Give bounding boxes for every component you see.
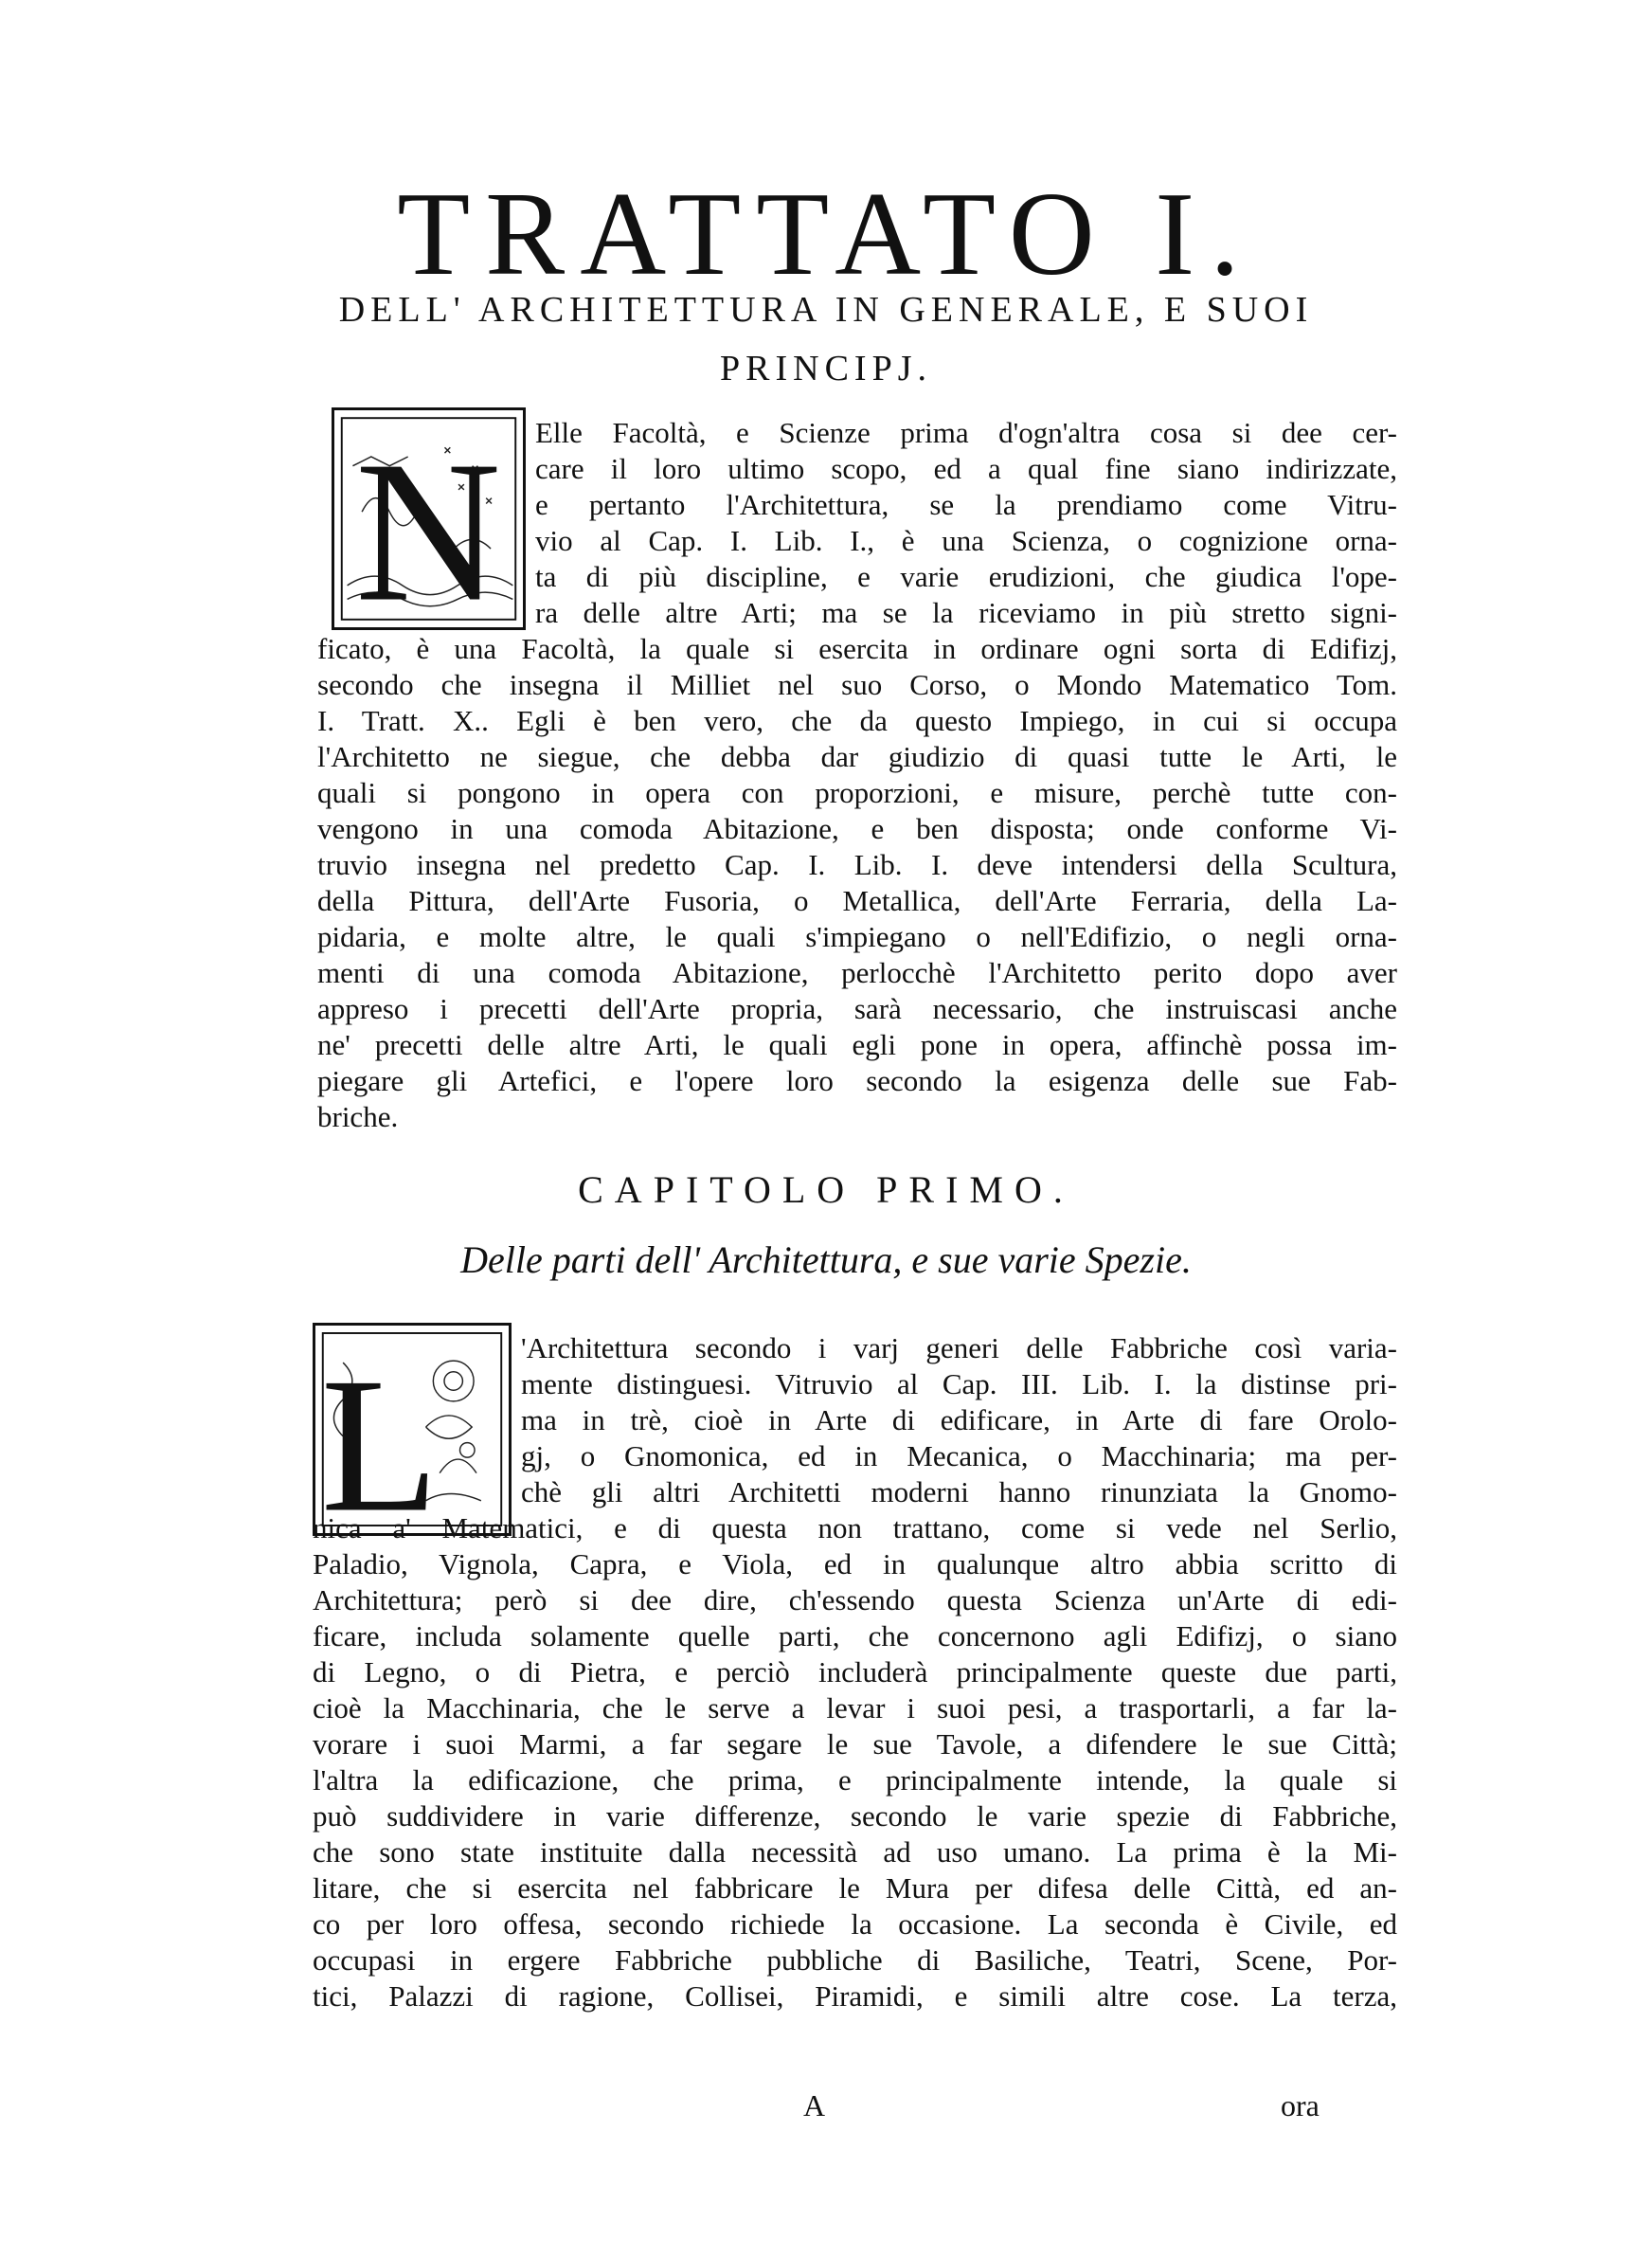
page-title: TRATTATO I. xyxy=(397,169,1255,300)
text-line: tici, Palazzi di ragione, Collisei, Piramidi, e simili altre cose. La terza, xyxy=(313,1979,1397,2013)
text-line: occupasi in ergere Fabbriche pubbliche di Basiliche, Teatri, Scene, Por- xyxy=(313,1943,1397,1977)
text-line: vio al Cap. I. Lib. I., è una Scienza, o cognizione orna- xyxy=(535,524,1397,557)
subtitle-line-2: PRINCIPJ. xyxy=(720,349,932,388)
text-line: che sono state instituite dalla necessità ad uso umano. La prima è la Mi- xyxy=(313,1835,1397,1869)
text-line: litare, che si esercita nel fabbricare le Mura per difesa delle Città, ed an- xyxy=(313,1871,1397,1905)
text-line: piegare gli Artefici, e l'opere loro secondo la esigenza delle sue Fab- xyxy=(317,1064,1397,1097)
text-line: gj, o Gnomonica, ed in Mecanica, o Macchinaria; ma per- xyxy=(521,1439,1397,1472)
text-line: ficare, includa solamente quelle parti, che concernono agli Edifizj, o siano xyxy=(313,1619,1397,1652)
initial-letter-n: N xyxy=(354,420,502,627)
chapter-subheading: Delle parti dell' Architettura, e sue varie Spezie. xyxy=(460,1238,1192,1281)
text-line: care il loro ultimo scopo, ed a qual fine siano indirizzate, xyxy=(535,452,1397,485)
text-line: della Pittura, dell'Arte Fusoria, o Metallica, dell'Arte Ferraria, della La- xyxy=(317,884,1397,917)
text-line: appreso i precetti dell'Arte propria, sarà necessario, che instruiscasi anche xyxy=(317,992,1397,1025)
text-line: e pertanto l'Architettura, se la prendiamo come Vitru- xyxy=(535,488,1397,521)
text-line: mente distinguesi. Vitruvio al Cap. III. Lib. I. la distinse pri- xyxy=(521,1367,1397,1400)
text-line: Architettura; però si dee dire, ch'essendo questa Scienza un'Arte di edi- xyxy=(313,1583,1397,1616)
text-line: vorare i suoi Marmi, a far segare le sue Tavole, a difendere le sue Città; xyxy=(313,1727,1397,1760)
text-line: Elle Facoltà, e Scienze prima d'ogn'altra cosa si dee cer- xyxy=(535,416,1397,449)
initial-l-engraving xyxy=(315,1326,509,1533)
initial-letter-l: L xyxy=(320,1338,440,1533)
text-line: menti di una comoda Abitazione, perlocchè l'Architetto perito dopo aver xyxy=(317,956,1397,989)
text-line: l'Architetto ne siegue, che debba dar giudizio di quasi tutte le Arti, le xyxy=(317,740,1397,773)
text-line: I. Tratt. X.. Egli è ben vero, che da questo Impiego, in cui si occupa xyxy=(317,704,1397,737)
text-line: briche. xyxy=(317,1100,399,1133)
catchword: ora xyxy=(1281,2088,1320,2122)
chapter-heading: CAPITOLO PRIMO. xyxy=(578,1168,1074,1211)
text-line: di Legno, o di Pietra, e perciò includerà principalmente queste due parti, xyxy=(313,1655,1397,1688)
decorated-initial-l xyxy=(313,1323,512,1536)
text-line: 'Architettura secondo i varj generi delle Fabbriche così varia- xyxy=(521,1331,1397,1364)
text-line: truvio insegna nel predetto Cap. I. Lib. I. deve intendersi della Scultura, xyxy=(317,848,1397,881)
text-line: Paladio, Vignola, Capra, e Viola, ed in qualunque altro abbia scritto di xyxy=(313,1547,1397,1580)
text-line: l'altra la edificazione, che prima, e principalmente intende, la quale si xyxy=(313,1763,1397,1797)
text-line: quali si pongono in opera con proporzioni, e misure, perchè tutte con- xyxy=(317,776,1397,809)
text-line: ma in trè, cioè in Arte di edificare, in Arte di fare Orolo- xyxy=(521,1403,1397,1436)
text-line: co per loro offesa, secondo richiede la occasione. La seconda è Civile, ed xyxy=(313,1907,1397,1941)
text-line: nica a' Matematici, e di questa non trattano, come si vede nel Serlio, xyxy=(313,1511,1397,1544)
text-line: pidaria, e molte altre, le quali s'impiegano o nell'Edifizio, o negli orna- xyxy=(317,920,1397,953)
text-line: vengono in una comoda Abitazione, e ben disposta; onde conforme Vi- xyxy=(317,812,1397,845)
text-line: secondo che insegna il Milliet nel suo Corso, o Mondo Matematico Tom. xyxy=(317,668,1397,701)
text-line: chè gli altri Architetti moderni hanno rinunziata la Gnomo- xyxy=(521,1475,1397,1508)
text-line: ne' precetti delle altre Arti, le quali egli pone in opera, affinchè possa im- xyxy=(317,1028,1397,1061)
text-line: ta di più discipline, e varie erudizioni, che giudica l'ope- xyxy=(535,560,1397,593)
decorated-initial-n xyxy=(332,407,526,630)
initial-n-engraving xyxy=(334,410,523,627)
signature-mark: A xyxy=(803,2088,826,2122)
text-line: ficato, è una Facoltà, la quale si esercita in ordinare ogni sorta di Edifizj, xyxy=(317,632,1397,665)
subtitle-line-1: DELL' ARCHITETTURA IN GENERALE, E SUOI xyxy=(338,290,1314,330)
text-line: ra delle altre Arti; ma se la riceviamo in più stretto signi- xyxy=(535,596,1397,629)
text-line: cioè la Macchinaria, che le serve a levar i suoi pesi, a trasportarli, a far la- xyxy=(313,1691,1397,1724)
text-line: può suddividere in varie differenze, secondo le varie spezie di Fabbriche, xyxy=(313,1799,1397,1833)
